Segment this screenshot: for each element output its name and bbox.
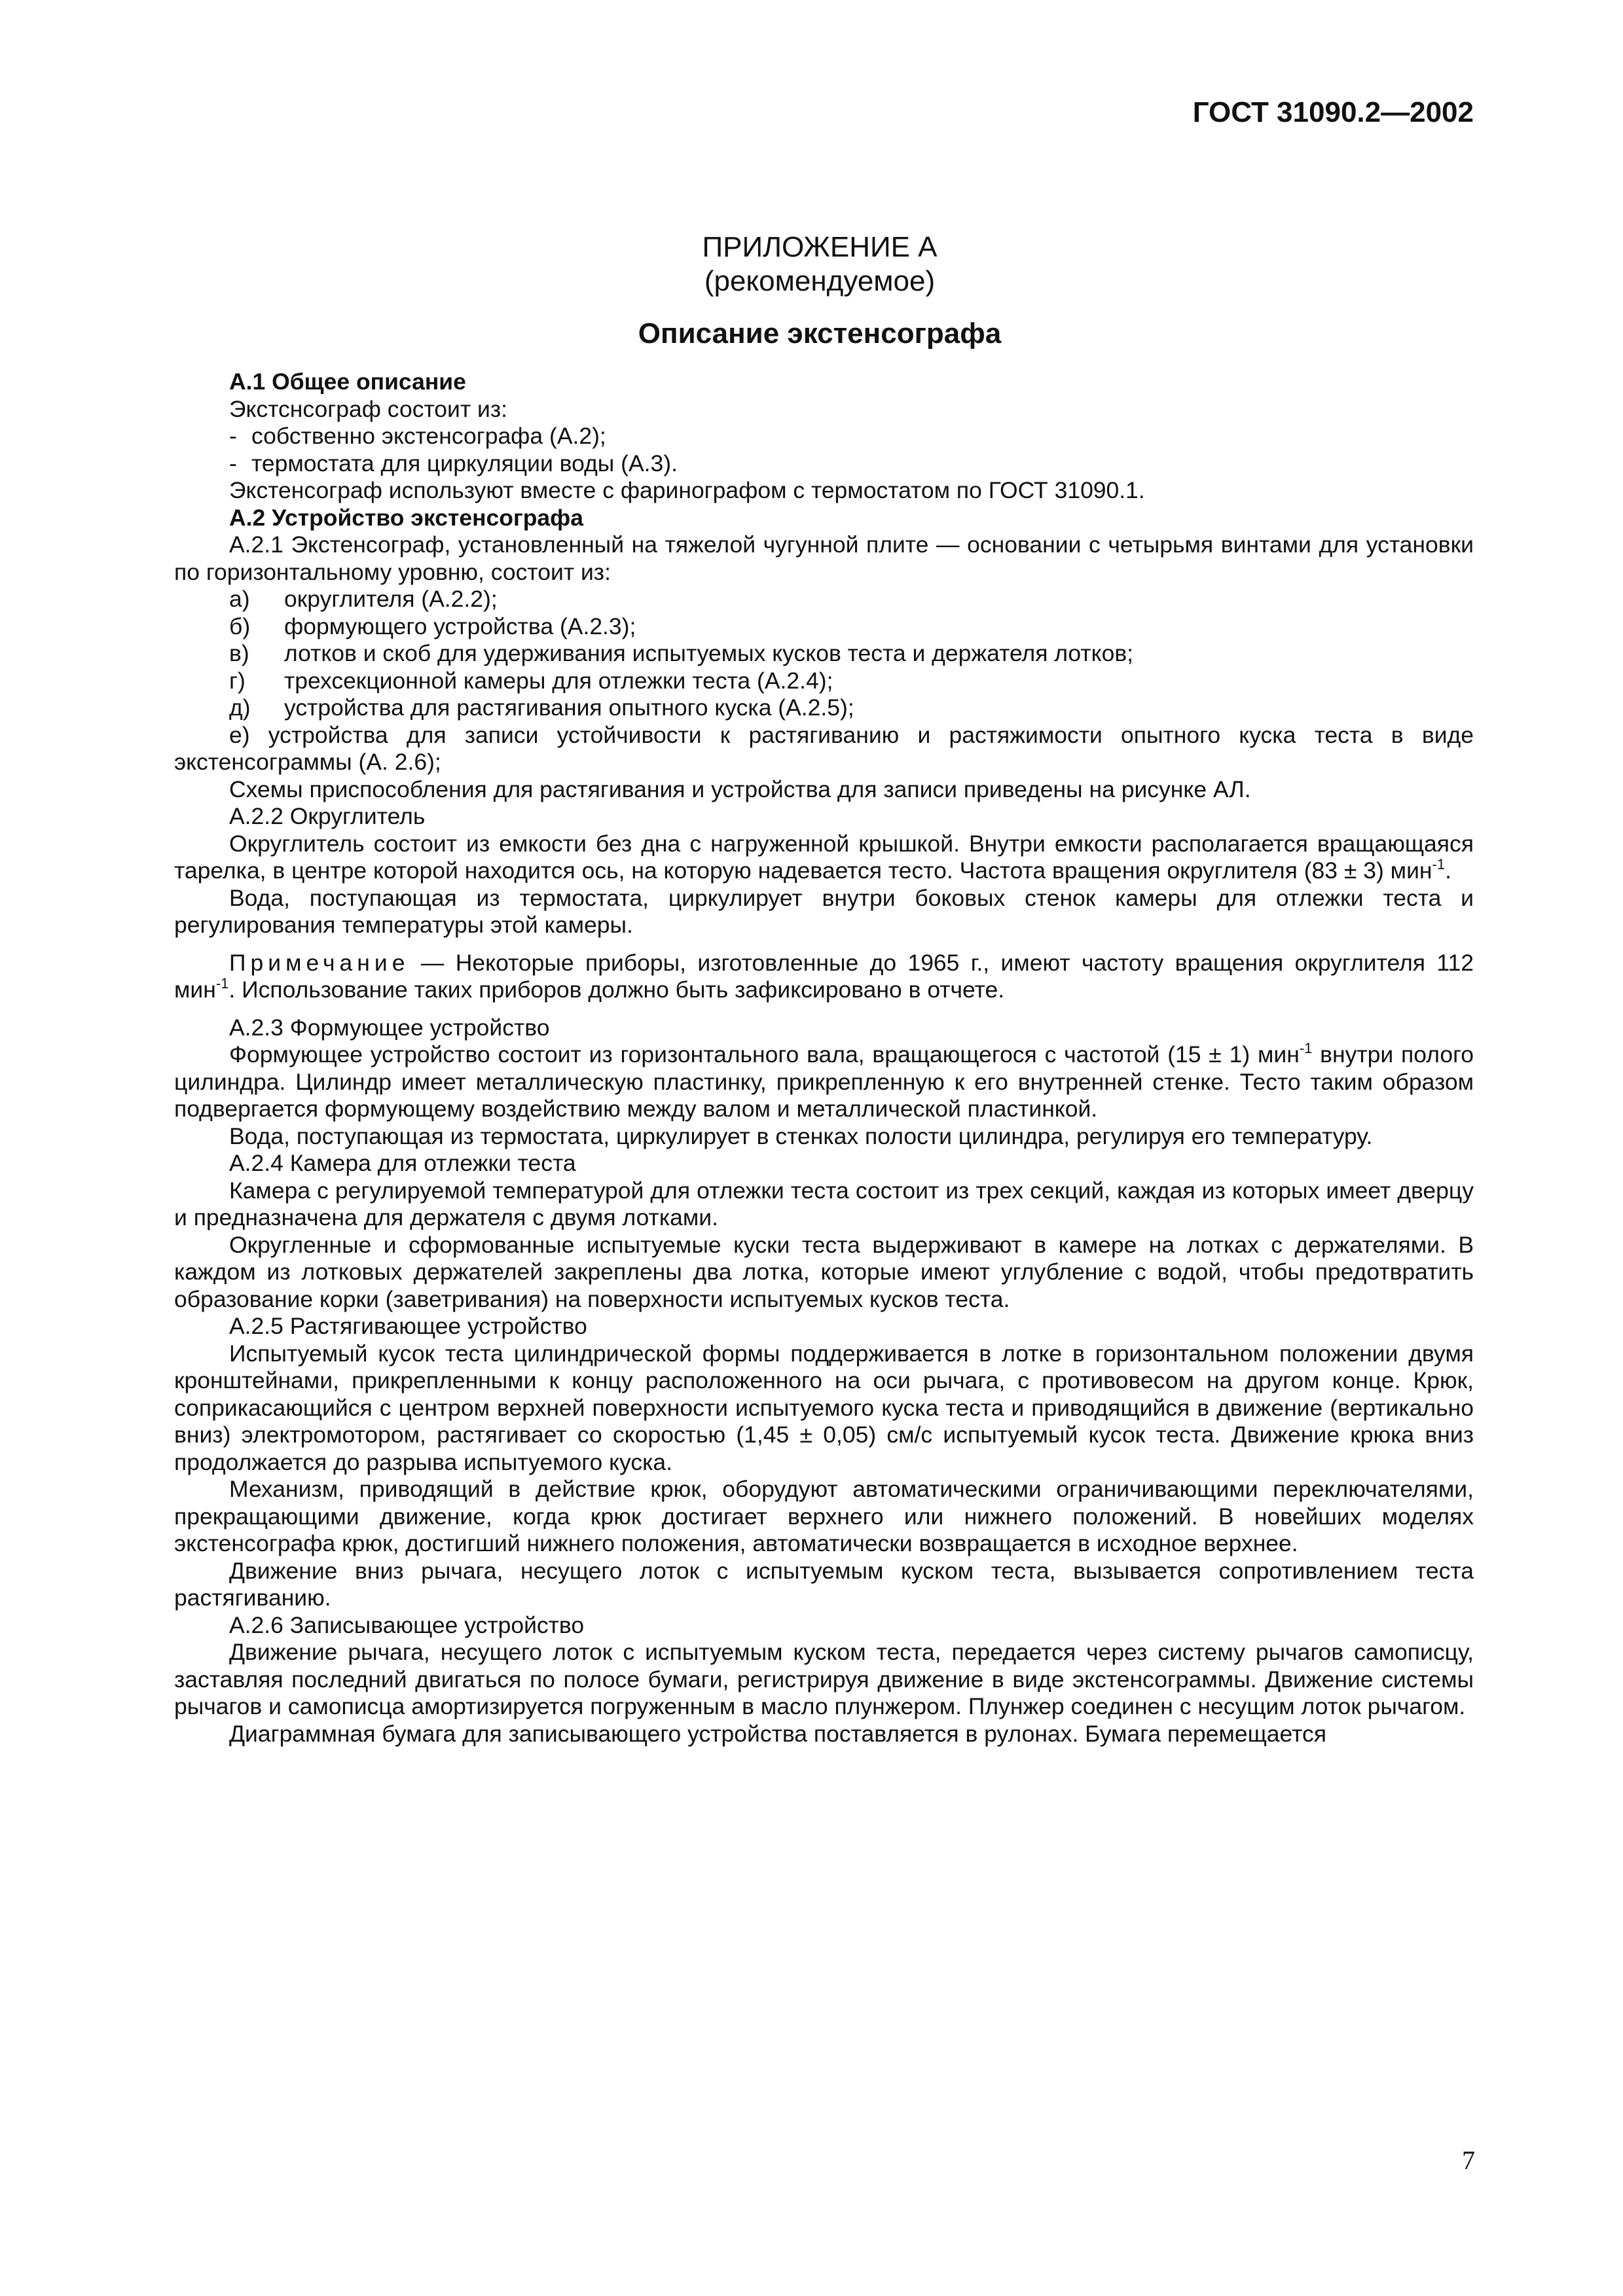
paragraph: Вода, поступающая из термостата, циркулирует внутри боковых стенок камеры для отлежки теста и регулирования температуры этой камеры. <box>174 884 1474 938</box>
note-text: — Некоторые приборы, изготовленные до 1965 г., имеют частоту вращения округлителя 112 мин <box>174 949 1474 1003</box>
list-marker: в) <box>229 640 249 666</box>
list-item <box>174 694 1474 722</box>
list-marker: д) <box>229 694 251 721</box>
list-item <box>174 586 1474 613</box>
list-text: термостата для циркуляции воды (А.3). <box>251 450 678 476</box>
page-number: 7 <box>1462 2145 1475 2175</box>
list-marker: - <box>229 423 237 449</box>
subsection-heading-a22: А.2.2 Округлитель <box>229 803 426 829</box>
list-item <box>174 640 1474 668</box>
list-item <box>174 423 1474 450</box>
list-text: лотков и скоб для удерживания испытуемых кусков теста и держателя лотков; <box>284 640 1134 666</box>
document-body <box>174 368 1474 1748</box>
list-text: округлителя (А.2.2); <box>284 586 498 612</box>
paragraph <box>174 1041 1474 1123</box>
text-run: Формующее устройство состоит из горизонтального вала, вращающегося с частотой (15 ± 1) мин <box>229 1041 1300 1067</box>
list-text: устройства для растягивания опытного куска (А.2.5); <box>284 694 854 721</box>
paragraph: Движение рычага, несущего лоток с испытуемым куском теста, передается через систему рычагов самописцу, заставляя последний двигаться по полосе бумаги, регистрируя движение в виде экстенсограммы. Движение системы рычагов и самописца амортизируется погруженным в масло плунжером. Плунжер соединен с несущим лоток рычагом. <box>174 1639 1474 1719</box>
note <box>174 950 1474 1004</box>
appendix-heading: Описание экстенсографа <box>638 317 1002 350</box>
subsection-heading-a26: А.2.6 Записывающее устройство <box>229 1611 585 1638</box>
note-text-end: . Использование таких приборов должно быть зафиксировано в отчете. <box>228 977 1005 1003</box>
paragraph: Диаграммная бумага для записывающего устройства поставляется в рулонах. Бумага перемещается <box>229 1720 1326 1747</box>
paragraph: Камера с регулируемой температурой для отлежки теста состоит из трех секций, каждая из которых имеет дверцу и предназначена для держателя с двумя лотками. <box>174 1177 1474 1230</box>
list-marker: б) <box>229 613 251 639</box>
list-marker: г) <box>229 667 246 694</box>
paragraph: А.2.1 Экстенсограф, установленный на тяжелой чугунной плите — основании с четырьмя винтами для установки по горизонтальному уровню, состоит из: <box>174 531 1474 585</box>
paragraph <box>174 831 1474 885</box>
standard-header: ГОСТ 31090.2—2002 <box>1192 96 1474 128</box>
appendix-status: (рекомендуемое) <box>704 265 936 297</box>
list-text: трехсекционной камеры для отлежки теста (А.2.4); <box>284 667 833 694</box>
list-marker: - <box>229 450 237 476</box>
text-run: . <box>1445 857 1451 884</box>
paragraph: Вода, поступающая из термостата, циркулирует в стенках полости цилиндра, регулируя его температуру. <box>229 1122 1373 1149</box>
paragraph: Механизм, приводящий в действие крюк, оборудуют автоматическими ограничивающими переключателями, прекращающими движение, когда крюк достигает верхнего или нижнего положений. В новейших моделях экстенсографа крюк, достигший нижнего положения, автоматически возвращается в исходное верхнее. <box>174 1476 1474 1556</box>
superscript: -1 <box>1299 1040 1313 1056</box>
list-text: собственно экстенсографа (А.2); <box>251 423 606 449</box>
list-item <box>174 668 1474 695</box>
paragraph: Экстснсограф состоит из: <box>229 395 507 422</box>
note-label: Примечание <box>229 949 410 976</box>
list-item <box>174 450 1474 478</box>
section-heading-a1: А.1 Общее описание <box>229 368 466 395</box>
superscript: -1 <box>1432 856 1446 872</box>
paragraph: Экстенсограф используют вместе с фаринографом с термостатом по ГОСТ 31090.1. <box>229 477 1145 503</box>
list-item-wrapped: е) устройства для записи устойчивости к растягиванию и растяжимости опытного куска теста в виде экстенсограммы (А. 2.6); <box>174 721 1474 775</box>
section-heading-a2: А.2 Устройство экстенсографа <box>229 504 583 531</box>
list-marker: а) <box>229 586 250 612</box>
paragraph: Округленные и сформованные испытуемые куски теста выдерживают в камере на лотках с держателями. В каждом из лотковых держателей закреплены два лотка, которые имеют углубление с водой, чтобы предотвратить образование корки (заветривания) на поверхности испытуемых кусков теста. <box>174 1231 1474 1312</box>
paragraph: Схемы приспособления для растягивания и устройства для записи приведены на рисунке АЛ. <box>229 776 1251 802</box>
appendix-title: ПРИЛОЖЕНИЕ А <box>702 231 938 263</box>
paragraph: Движение вниз рычага, несущего лоток с испытуемым куском теста, вызывается сопротивлением теста растягиванию. <box>174 1557 1474 1611</box>
paragraph: Испытуемый кусок теста цилиндрической формы поддерживается в лотке в горизонтальном положении двумя кронштейнами, прикрепленными к концу расположенного на оси рычага, с противовесом на другом конце. Крюк, соприкасающийся с центром верхней поверхности испытуемого куска теста и приводящийся в движение (вертикально вниз) электромотором, растягивает со скоростью (1,45 ± 0,05) см/с испытуемый кусок теста. Движение крюка вниз продолжается до разрыва испытуемого куска. <box>174 1340 1474 1475</box>
text-run: внутри полого цилиндра. Цилиндр имеет металлическую пластинку, прикрепленную к его внутренней стенке. Тесто таким образом подвергается формующему воздействию между валом и металлической пластинкой. <box>174 1041 1474 1122</box>
list-text: формующего устройства (А.2.3); <box>284 613 636 639</box>
subsection-heading-a24: А.2.4 Камера для отлежки теста <box>229 1150 576 1176</box>
superscript: -1 <box>215 975 229 992</box>
text-run: Округлитель состоит из емкости без дна с нагруженной крышкой. Внутри емкости располагается вращающаяся тарелка, в центре которой находится ось, на которую надевается тесто. Частота вращения округлителя (83 ± 3) мин <box>174 830 1474 884</box>
subsection-heading-a25: А.2.5 Растягивающее устройство <box>229 1313 587 1339</box>
subsection-heading-a23: А.2.3 Формующее устройство <box>229 1014 550 1041</box>
list-item <box>174 613 1474 641</box>
